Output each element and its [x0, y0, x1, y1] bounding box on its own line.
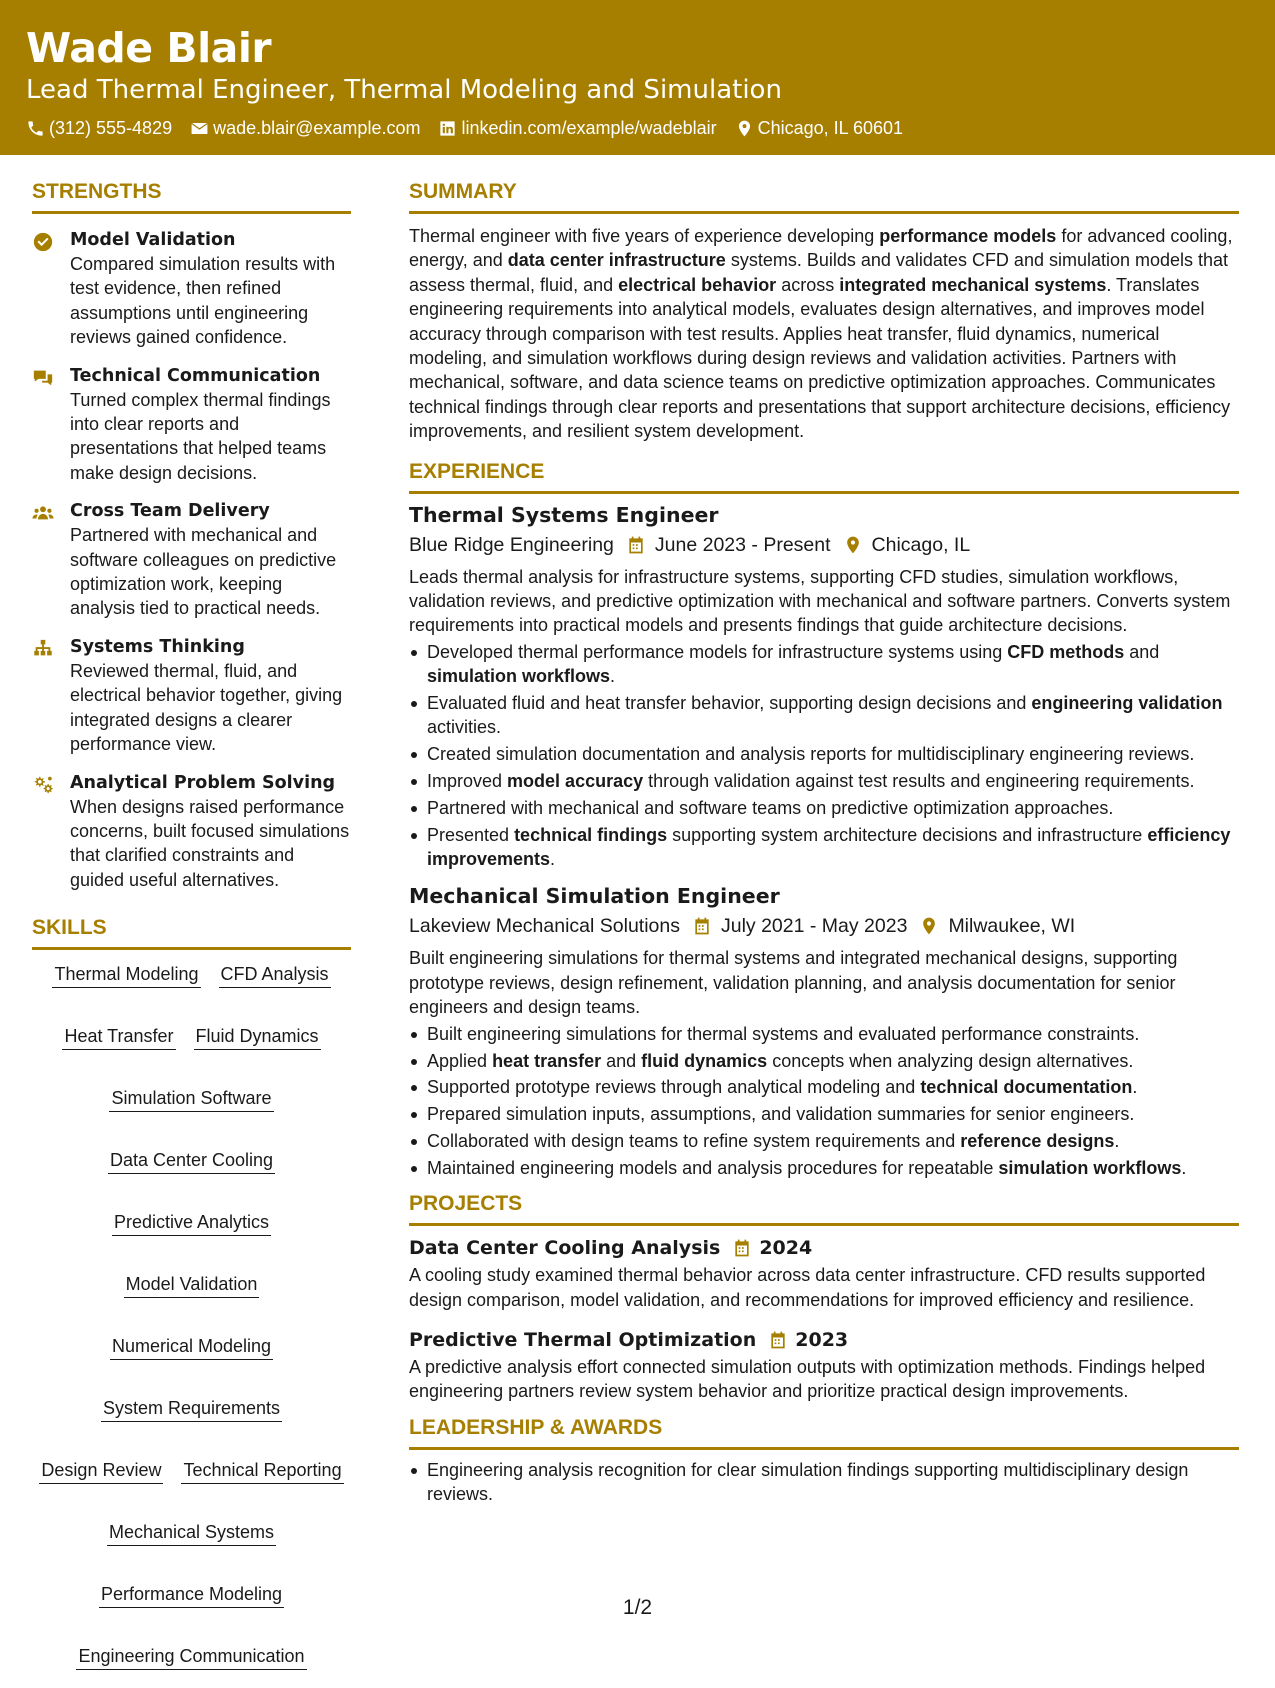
strength-body — [70, 228, 351, 350]
contact-location — [735, 116, 903, 140]
candidate-title: Lead Thermal Engineer, Thermal Modeling and Simulation — [26, 75, 782, 105]
project-entry — [409, 1326, 1239, 1404]
experience-heading: EXPERIENCE — [409, 458, 1239, 494]
project-year: 2023 — [795, 1328, 849, 1351]
contact-bar — [26, 116, 1275, 140]
skill-tag: Thermal Modeling — [52, 962, 200, 988]
linkedin-icon — [438, 119, 457, 138]
strength-icon-wrap — [32, 499, 70, 621]
job-bullet — [409, 1102, 1239, 1126]
email-text[interactable]: wade.blair@example.com — [213, 118, 421, 138]
calendar-icon — [768, 1330, 788, 1350]
strengths-list — [32, 228, 351, 892]
strength-title: Systems Thinking — [70, 636, 245, 657]
text-run: across — [776, 274, 840, 295]
bold-text: technical documentation — [920, 1077, 1133, 1098]
leadership-list — [409, 1458, 1239, 1507]
job-bullet — [409, 691, 1239, 740]
job-company: Blue Ridge Engineering — [409, 533, 614, 556]
map-pin-icon — [843, 535, 863, 555]
bold-text: efficiency improvements — [427, 824, 1231, 870]
job-dates: June 2023 - Present — [654, 533, 831, 556]
project-year: 2024 — [759, 1237, 813, 1260]
job-entry — [409, 881, 1239, 1180]
strength-title: Model Validation — [70, 230, 236, 250]
calendar-icon — [626, 535, 646, 555]
strength-title: Technical Communication — [70, 365, 321, 386]
summary-heading: SUMMARY — [409, 178, 1239, 214]
job-location: Milwaukee, WI — [948, 915, 1076, 938]
strength-title: Cross Team Delivery — [70, 501, 270, 522]
skill-tag: Engineering Communication — [76, 1644, 306, 1670]
text-run: and — [601, 1050, 642, 1071]
bold-text: fluid dynamics — [641, 1050, 768, 1071]
strength-icon-wrap — [32, 228, 70, 350]
map-pin-icon — [735, 119, 754, 138]
skill-tag: System Requirements — [101, 1396, 282, 1422]
bold-text: integrated mechanical systems — [839, 274, 1107, 295]
strength-item — [32, 499, 351, 621]
job-title: Mechanical Simulation Engineer — [409, 884, 780, 909]
page-number: 1/2 — [622, 1596, 653, 1619]
job-bullet — [409, 796, 1239, 820]
summary-text — [409, 224, 1239, 444]
strength-description: When designs raised performance concerns, built focused simulations that clarified constraints and guided useful alternatives. — [70, 796, 350, 890]
text-run: Improved — [427, 771, 508, 792]
chat-bubbles-icon — [32, 367, 54, 389]
skill-tag: Technical Reporting — [181, 1458, 343, 1484]
skill-tag: Numerical Modeling — [110, 1334, 273, 1360]
projects-list — [409, 1234, 1239, 1404]
skill-tag: Fluid Dynamics — [194, 1024, 321, 1050]
job-description: Built engineering simulations for thermal systems and integrated mechanical designs, supporting prototype reviews, design refinement, validation planning, and analysis documentation for senior engineers and design teams. — [409, 948, 1178, 1018]
job-bullet — [409, 1129, 1239, 1153]
strength-icon-wrap — [32, 364, 70, 486]
strength-icon-wrap — [32, 771, 70, 893]
resume-header — [0, 0, 1275, 155]
text-run: Evaluated fluid and heat transfer behavior, supporting design decisions and — [427, 693, 1032, 714]
text-run: Maintained engineering models and analysis procedures for repeatable — [427, 1157, 999, 1178]
text-run: . — [550, 849, 556, 870]
phone-text: (312) 555-4829 — [49, 118, 173, 138]
contact-email[interactable] — [190, 116, 420, 140]
strength-description: Reviewed thermal, fluid, and electrical behavior together, giving integrated designs a clearer performance view. — [70, 660, 343, 755]
right-column — [409, 178, 1239, 1509]
text-run: Created simulation documentation and analysis reports for multidisciplinary engineering reviews. — [427, 744, 1195, 765]
text-run: systems. Builds and validates CFD and simulation models that assess thermal, fluid, and — [409, 250, 1229, 295]
text-run: Presented — [427, 824, 515, 845]
bold-text: performance models — [879, 226, 1057, 246]
linkedin-text[interactable]: linkedin.com/example/wadeblair — [461, 118, 717, 138]
text-run: Applied — [427, 1050, 493, 1071]
leadership-item: Engineering analysis recognition for clear simulation findings supporting multidisciplinary design reviews. — [409, 1458, 1239, 1507]
skills-heading: SKILLS — [32, 914, 351, 950]
strengths-heading: STRENGTHS — [32, 178, 351, 214]
job-location: Chicago, IL — [871, 533, 971, 556]
text-run: supporting system architecture decisions and infrastructure — [667, 824, 1148, 845]
map-pin-icon — [919, 916, 939, 936]
location-text: Chicago, IL 60601 — [757, 118, 904, 138]
job-meta — [409, 912, 1239, 940]
text-run: . Translates engineering requirements into analytical models, evaluates design alternatives, and improves model accuracy through comparison with test results. Applies heat transfer, fluid dynamics, numerical modeling, and simulation workflows during design reviews and validation activities. Partners with mechanical, software, and data science teams on predictive optimization approaches. Communicates technical findings through clear reports and presentations that support architecture decisions, efficiency improvements, and resilient system development. — [409, 274, 1231, 442]
bold-text: data center infrastructure — [507, 250, 726, 271]
skill-tag: Model Validation — [124, 1272, 260, 1298]
bold-text: simulation workflows — [998, 1157, 1182, 1178]
skill-tag: Data Center Cooling — [108, 1148, 275, 1174]
project-description: A predictive analysis effort connected simulation outputs with optimization methods. Findings helped engineering partners review system behavior and prioritize practical design improvements. — [409, 1356, 1206, 1402]
text-run: Built engineering simulations for thermal systems and evaluated performance constraints. — [427, 1023, 1140, 1044]
skill-tag: CFD Analysis — [219, 962, 331, 988]
text-run: activities. — [427, 717, 502, 738]
project-header — [409, 1234, 1239, 1262]
users-icon — [32, 502, 54, 524]
job-bullet — [409, 1049, 1239, 1073]
strength-body — [70, 635, 351, 757]
text-run: Thermal engineer with five years of experience developing — [409, 226, 880, 246]
text-run: . — [1114, 1130, 1120, 1151]
strength-item — [32, 771, 351, 893]
experience-list — [409, 500, 1239, 1180]
text-run: Developed thermal performance models for infrastructure systems using — [427, 641, 1008, 662]
phone-icon — [26, 119, 45, 138]
strength-description: Turned complex thermal findings into clear reports and presentations that helped teams make design decisions. — [70, 389, 331, 483]
job-bullet — [409, 640, 1239, 689]
text-run: Supported prototype reviews through analytical modeling and — [427, 1077, 921, 1098]
job-bullet — [409, 823, 1239, 872]
text-run: Collaborated with design teams to refine system requirements and — [427, 1130, 961, 1151]
sitemap-icon — [32, 638, 54, 660]
leadership-heading: LEADERSHIP & AWARDS — [409, 1414, 1239, 1450]
skill-tag: Mechanical Systems — [107, 1520, 276, 1546]
text-run: . — [1132, 1077, 1138, 1098]
job-title: Thermal Systems Engineer — [409, 502, 719, 527]
job-bullet — [409, 769, 1239, 793]
project-title: Predictive Thermal Optimization — [409, 1328, 757, 1351]
text-run: Partnered with mechanical and software teams on predictive optimization approaches. — [427, 797, 1114, 818]
text-run: concepts when analyzing design alternatives. — [767, 1050, 1134, 1071]
calendar-icon — [692, 916, 712, 936]
check-circle-icon — [32, 231, 54, 253]
job-description: Leads thermal analysis for infrastructure systems, supporting CFD studies, simulation workflows, validation reviews, and predictive optimization with mechanical and software partners. Converts system requirements into practical models and presents findings that guide architecture decisions. — [409, 566, 1231, 636]
skill-tag: Design Review — [39, 1458, 163, 1484]
strength-description: Partnered with mechanical and software colleagues on predictive optimization work, keeping analysis tied to practical needs. — [70, 525, 337, 619]
bold-text: simulation workflows — [427, 666, 611, 687]
strength-item — [32, 228, 351, 350]
text-run: for advanced cooling, energy, and — [409, 226, 1233, 271]
job-bullets — [409, 1022, 1239, 1180]
skill-tag: Performance Modeling — [99, 1582, 284, 1608]
project-description: A cooling study examined thermal behavior across data center infrastructure. CFD results supported design comparison, model validation, and recommendations for improved efficiency and resilience. — [409, 1265, 1206, 1310]
job-bullet — [409, 1022, 1239, 1046]
text-run: . — [610, 666, 616, 687]
gears-icon — [32, 774, 54, 796]
job-bullet — [409, 742, 1239, 766]
strength-description: Compared simulation results with test evidence, then refined assumptions until engineering reviews gained confidence. — [70, 254, 336, 348]
left-column — [32, 178, 351, 1688]
skill-tag: Predictive Analytics — [112, 1210, 271, 1236]
project-title: Data Center Cooling Analysis — [409, 1237, 721, 1260]
bold-text: reference designs — [960, 1130, 1115, 1151]
contact-linkedin[interactable] — [438, 116, 716, 140]
strength-body — [70, 364, 351, 486]
job-bullet — [409, 1156, 1239, 1180]
job-dates: July 2021 - May 2023 — [720, 915, 908, 938]
text-run: Prepared simulation inputs, assumptions, and validation summaries for senior engineers. — [427, 1104, 1135, 1125]
bold-text: technical findings — [514, 824, 668, 845]
envelope-icon — [190, 119, 209, 138]
strength-body — [70, 499, 351, 621]
candidate-name: Wade Blair — [26, 24, 272, 72]
job-meta — [409, 531, 1239, 559]
contact-phone — [26, 116, 172, 140]
calendar-icon — [732, 1238, 752, 1258]
skill-tag: Heat Transfer — [62, 1024, 175, 1050]
bold-text: model accuracy — [507, 771, 644, 792]
strength-item — [32, 364, 351, 486]
job-bullet — [409, 1075, 1239, 1099]
strength-body — [70, 771, 351, 893]
skill-tag: Simulation Software — [109, 1086, 273, 1112]
text-run: and — [1124, 641, 1160, 662]
strength-icon-wrap — [32, 635, 70, 757]
text-run: through validation against test results and engineering requirements. — [643, 771, 1195, 792]
project-header — [409, 1326, 1239, 1354]
project-entry — [409, 1234, 1239, 1312]
bold-text: heat transfer — [492, 1050, 602, 1071]
skills-list — [32, 962, 351, 1688]
bold-text: electrical behavior — [618, 274, 777, 295]
strength-title: Analytical Problem Solving — [70, 772, 336, 793]
bold-text: CFD methods — [1007, 641, 1125, 662]
projects-heading: PROJECTS — [409, 1190, 1239, 1226]
strength-item — [32, 635, 351, 757]
bold-text: engineering validation — [1031, 693, 1223, 714]
job-company: Lakeview Mechanical Solutions — [409, 915, 680, 938]
job-entry — [409, 500, 1239, 872]
text-run: . — [1181, 1157, 1187, 1178]
job-bullets — [409, 640, 1239, 872]
